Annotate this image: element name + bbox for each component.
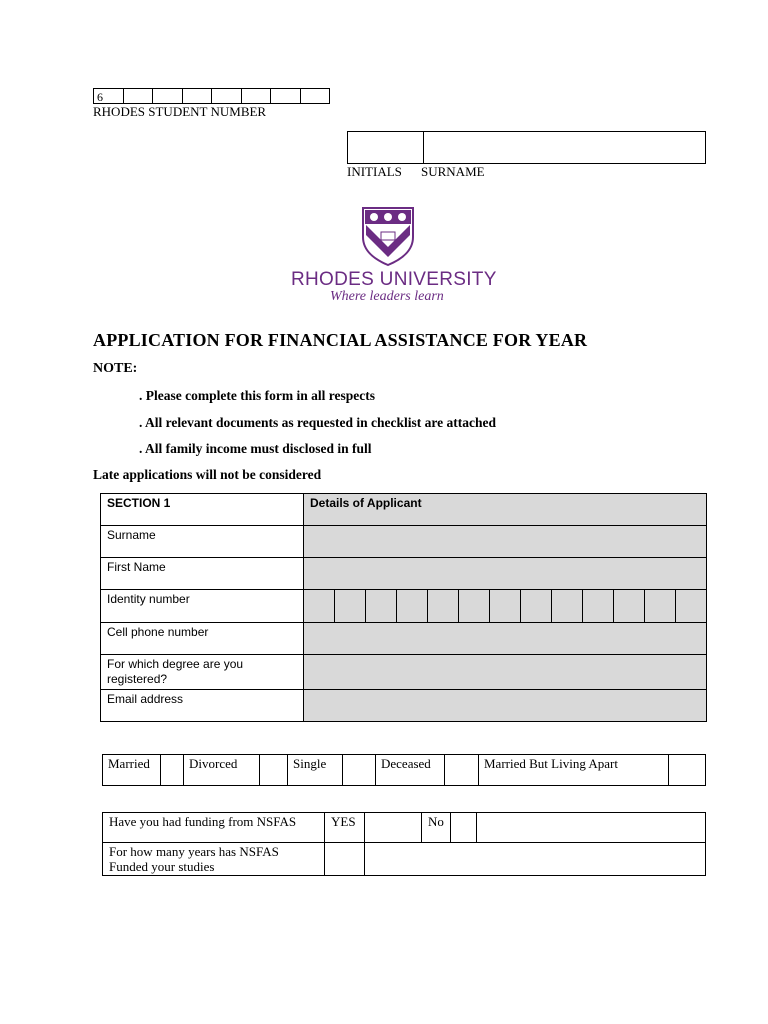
student-number-digit[interactable] bbox=[271, 88, 301, 104]
living-apart-checkbox[interactable] bbox=[669, 755, 706, 786]
note-item: . All relevant documents as requested in checklist are attached bbox=[139, 415, 496, 430]
id-digit-cell[interactable] bbox=[582, 590, 613, 622]
id-digit-cell[interactable] bbox=[334, 590, 365, 622]
section-label: SECTION 1 bbox=[101, 494, 304, 526]
applicant-surname-input[interactable] bbox=[304, 526, 707, 558]
nsfas-funding-question: Have you had funding from NSFAS bbox=[103, 813, 325, 843]
id-digit-cell[interactable] bbox=[365, 590, 396, 622]
married-checkbox[interactable] bbox=[161, 755, 184, 786]
surname-row-label: Surname bbox=[101, 526, 304, 558]
id-digit-cell[interactable] bbox=[427, 590, 458, 622]
id-digit-cell[interactable] bbox=[458, 590, 489, 622]
id-digit-cell[interactable] bbox=[644, 590, 675, 622]
divorced-checkbox[interactable] bbox=[260, 755, 288, 786]
marital-option-label: Deceased bbox=[376, 755, 445, 786]
cell-phone-input[interactable] bbox=[304, 623, 707, 655]
nsfas-extra-cell[interactable] bbox=[477, 813, 706, 843]
student-number-label: RHODES STUDENT NUMBER bbox=[93, 104, 267, 119]
marital-option-label: Divorced bbox=[184, 755, 260, 786]
id-digit-cell[interactable] bbox=[675, 590, 706, 622]
single-checkbox[interactable] bbox=[343, 755, 376, 786]
crest-icon bbox=[360, 205, 416, 272]
email-input[interactable] bbox=[304, 690, 707, 722]
nsfas-yes-label: YES bbox=[325, 813, 365, 843]
note-item: . Please complete this form in all respects bbox=[139, 388, 375, 403]
id-digit-cell[interactable] bbox=[396, 590, 427, 622]
nsfas-yes-checkbox[interactable] bbox=[365, 813, 422, 843]
degree-input[interactable] bbox=[304, 655, 707, 690]
marital-option-label: Married But Living Apart bbox=[479, 755, 669, 786]
section-heading: Details of Applicant bbox=[304, 494, 707, 526]
id-digit-cell[interactable] bbox=[304, 590, 334, 622]
id-digit-cell[interactable] bbox=[520, 590, 551, 622]
identity-number-input[interactable] bbox=[304, 590, 707, 623]
initials-field[interactable] bbox=[348, 132, 424, 163]
note-item: . All family income must disclosed in full bbox=[139, 441, 372, 456]
nsfas-table bbox=[102, 812, 706, 876]
first-name-input[interactable] bbox=[304, 558, 707, 590]
student-number-digit[interactable]: 6 bbox=[94, 88, 124, 104]
deceased-checkbox[interactable] bbox=[445, 755, 479, 786]
first-name-row-label: First Name bbox=[101, 558, 304, 590]
marital-option-label: Single bbox=[288, 755, 343, 786]
student-number-digit[interactable] bbox=[153, 88, 183, 104]
surname-label: SURNAME bbox=[421, 164, 485, 179]
university-tagline: Where leaders learn bbox=[330, 289, 444, 304]
cell-phone-row-label: Cell phone number bbox=[101, 623, 304, 655]
student-number-boxes[interactable] bbox=[93, 88, 330, 104]
marital-status-table bbox=[102, 754, 706, 786]
nsfas-years-input[interactable] bbox=[325, 843, 365, 876]
nsfas-no-checkbox[interactable] bbox=[451, 813, 477, 843]
note-title: NOTE: bbox=[93, 361, 138, 376]
identity-number-row-label: Identity number bbox=[101, 590, 304, 623]
student-number-digit[interactable] bbox=[301, 88, 331, 104]
university-name: RHODES UNIVERSITY bbox=[291, 269, 497, 290]
email-row-label: Email address bbox=[101, 690, 304, 722]
marital-option-label: Married bbox=[103, 755, 161, 786]
section1-table bbox=[100, 493, 707, 722]
id-digit-cell[interactable] bbox=[551, 590, 582, 622]
id-digit-cell[interactable] bbox=[613, 590, 644, 622]
initials-surname-box bbox=[347, 131, 706, 164]
nsfas-years-question: For how many years has NSFAS Funded your studies bbox=[103, 843, 325, 876]
initials-label: INITIALS bbox=[347, 164, 402, 179]
nsfas-no-label: No bbox=[422, 813, 451, 843]
nsfas-years-extra[interactable] bbox=[365, 843, 706, 876]
degree-row-label: For which degree are you registered? bbox=[101, 655, 304, 690]
surname-field[interactable] bbox=[424, 132, 705, 163]
id-digit-cell[interactable] bbox=[489, 590, 520, 622]
student-number-digit[interactable] bbox=[212, 88, 242, 104]
student-number-digit[interactable] bbox=[124, 88, 154, 104]
student-number-digit[interactable] bbox=[242, 88, 272, 104]
page-title: APPLICATION FOR FINANCIAL ASSISTANCE FOR YEAR bbox=[93, 330, 588, 350]
late-notice: Late applications will not be considered bbox=[93, 467, 322, 482]
student-number-digit[interactable] bbox=[183, 88, 213, 104]
